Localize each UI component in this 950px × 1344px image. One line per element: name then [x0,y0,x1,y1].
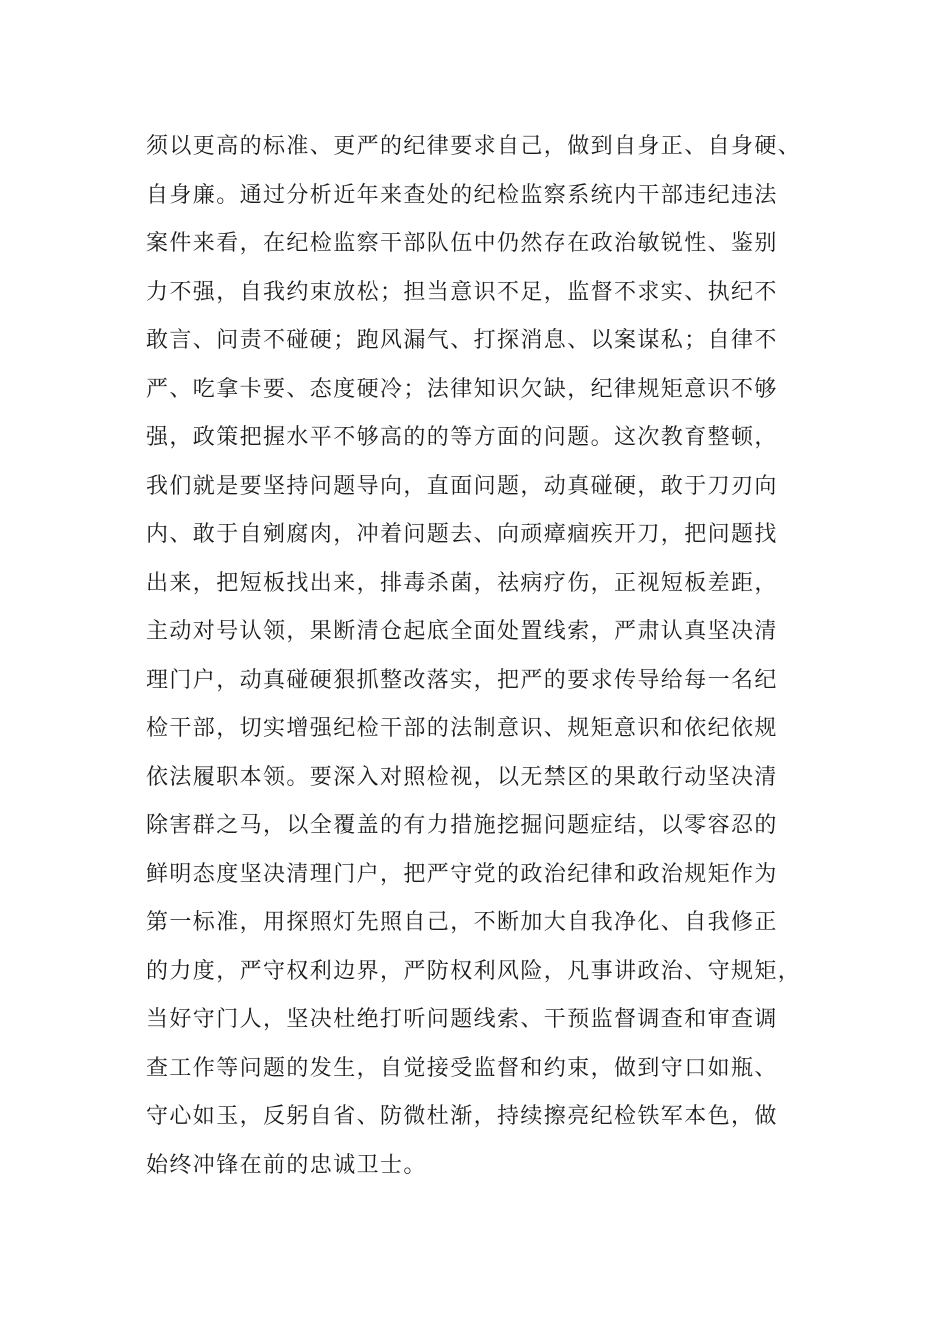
text-line: 案件来看，在纪检监察干部队伍中仍然存在政治敏锐性、鉴别 [146,231,778,256]
text-line: 依法履职本领。要深入对照检视，以无禁区的果敢行动坚决清 [146,764,778,790]
text-line: 须以更高的标准、更严的纪律要求自己，做到自身正、自身硬、 [146,134,802,159]
text-line: 自身廉。通过分析近年来查处的纪检监察系统内干部违纪违法 [146,182,778,208]
text-line: 主动对号认领，果断清仓起底全面处置线索，严肃认真坚决清 [146,619,778,644]
text-line: 的力度，严守权利边界，严防权利风险，凡事讲政治、守规矩， [146,958,802,984]
text-line: 当好守门人，坚决杜绝打听问题线索、干预监督调查和审查调 [146,1007,778,1032]
text-line: 检干部，切实增强纪检干部的法制意识、规矩意识和依纪依规 [146,716,778,741]
text-line: 我们就是要坚持问题导向，直面问题，动真碰硬，敢于刀刃向 [146,473,778,499]
text-line: 出来，把短板找出来，排毒杀菌，祛病疗伤，正视短板差距， [146,570,778,596]
text-line: 第一标准，用探照灯先照自己，不断加大自我净化、自我修正 [146,910,778,935]
text-line: 敢言、问责不碰硬；跑风漏气、打探消息、以案谋私；自律不 [146,328,778,353]
text-line: 查工作等问题的发生，自觉接受监督和约束，做到守口如瓶、 [146,1055,778,1081]
text-line: 鲜明态度坚决清理门户，把严守党的政治纪律和政治规矩作为 [146,861,778,887]
text-line: 始终冲锋在前的忠诚卫士。 [146,1152,427,1178]
body-paragraph [146,123,826,1190]
text-line: 理门户，动真碰硬狠抓整改落实，把严的要求传导给每一名纪 [146,667,778,693]
text-line: 守心如玉，反躬自省、防微杜渐，持续擦亮纪检铁军本色，做 [146,1104,778,1129]
text-line: 内、敢于自剜腐肉，冲着问题去、向顽瘴痼疾开刀，把问题找 [146,522,778,547]
text-line: 力不强，自我约束放松；担当意识不足，监督不求实、执纪不 [146,279,778,305]
text-line: 强，政策把握水平不够高的的等方面的问题。这次教育整顿， [146,425,778,450]
text-line: 除害群之马，以全覆盖的有力措施挖掘问题症结，以零容忍的 [146,813,778,838]
text-line: 严、吃拿卡要、态度硬冷；法律知识欠缺，纪律规矩意识不够 [146,376,778,402]
